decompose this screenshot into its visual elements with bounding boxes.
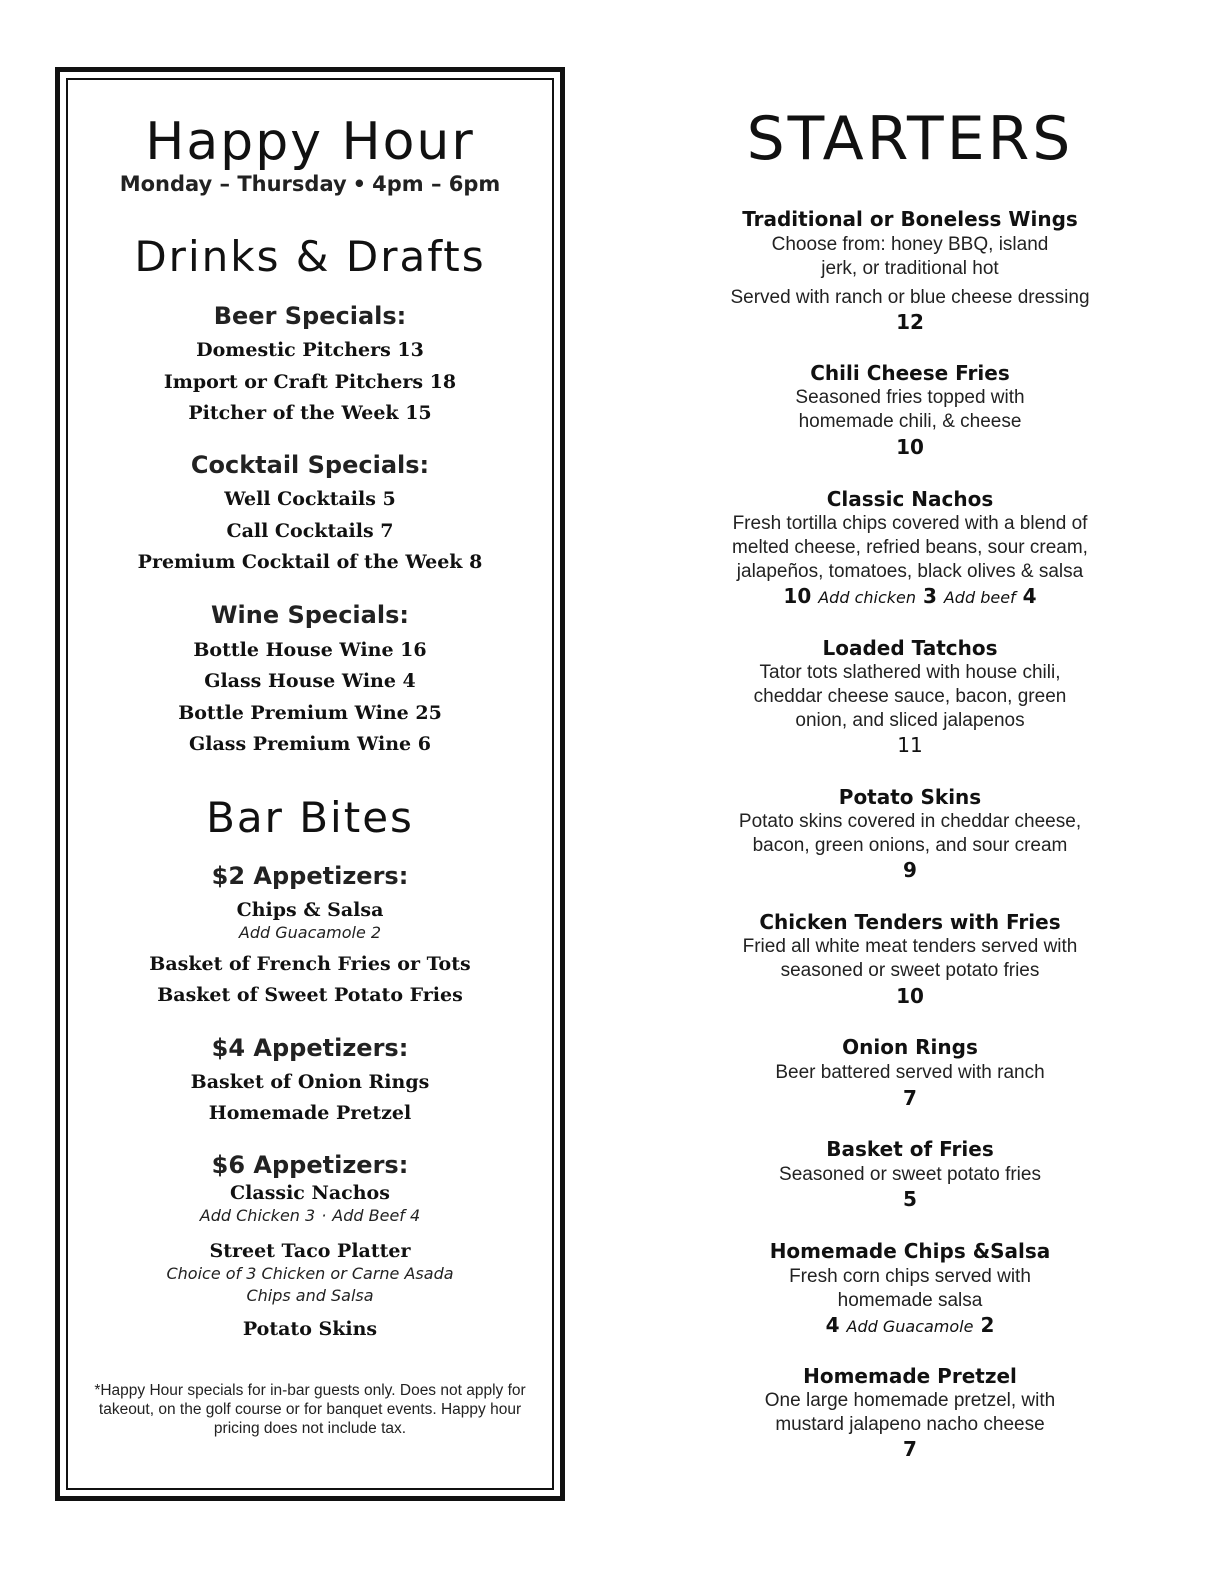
- menu-item-name: Potato Skins: [838, 785, 982, 809]
- wine-item: Glass Premium Wine 6: [189, 733, 431, 755]
- addon-price: 3: [922, 584, 937, 608]
- menu-item-price: 12: [896, 310, 924, 334]
- wine-item: Bottle House Wine 16: [193, 639, 427, 661]
- menu-item-desc: seasoned or sweet potato fries: [780, 960, 1040, 981]
- beer-item: Pitcher of the Week 15: [188, 402, 432, 424]
- addon-price: 4: [1022, 584, 1037, 608]
- street-taco-item: Street Taco Platter: [209, 1240, 411, 1262]
- fries-tots-item: Basket of French Fries or Tots: [149, 953, 471, 975]
- menu-item-name: Traditional or Boneless Wings: [742, 207, 1078, 231]
- separator-dot: ·: [321, 1206, 327, 1225]
- menu-item-desc: jalapeños, tomatoes, black olives & salsa: [736, 561, 1084, 582]
- menu-item-price: 7: [903, 1437, 917, 1461]
- menu-item-desc: Seasoned fries topped with: [795, 387, 1025, 408]
- addon-price: 2: [980, 1313, 995, 1337]
- happy-hour-title: Happy Hour: [145, 112, 475, 172]
- menu-item-name: Basket of Fries: [826, 1137, 994, 1161]
- menu-item-name: Homemade Pretzel: [803, 1364, 1017, 1388]
- menu-item-desc: Potato skins covered in cheddar cheese,: [738, 811, 1082, 832]
- bar-bites-title: Bar Bites: [206, 793, 414, 842]
- menu-item-desc: Choose from: honey BBQ, island: [771, 234, 1049, 255]
- sweet-potato-fries-item: Basket of Sweet Potato Fries: [157, 984, 463, 1006]
- menu-item-price: 10: [783, 584, 812, 608]
- six-dollar-heading: $6 Appetizers:: [211, 1151, 409, 1179]
- menu-item-price: 9: [903, 858, 917, 882]
- classic-nachos-item: Classic Nachos: [230, 1182, 390, 1204]
- wine-item: Glass House Wine 4: [204, 670, 416, 692]
- wine-item: Bottle Premium Wine 25: [178, 702, 442, 724]
- menu-item-desc: Beer battered served with ranch: [775, 1062, 1045, 1083]
- menu-item-name: Chili Cheese Fries: [810, 361, 1010, 385]
- separator-dot: •: [352, 172, 367, 196]
- add-chicken-note: Add Chicken 3: [199, 1206, 316, 1225]
- pretzel-item: Homemade Pretzel: [208, 1102, 412, 1124]
- menu-item-desc: bacon, green onions, and sour cream: [752, 835, 1068, 856]
- menu-item-desc: Tator tots slathered with house chili,: [759, 662, 1061, 683]
- menu-item-price: 5: [903, 1187, 917, 1211]
- menu-item-desc: Fresh corn chips served with: [789, 1266, 1031, 1287]
- menu-item-desc: homemade chili, & cheese: [798, 411, 1022, 432]
- beer-specials-heading: Beer Specials:: [213, 302, 407, 330]
- menu-item-desc: Served with ranch or blue cheese dressing: [730, 287, 1090, 308]
- drinks-section-title: Drinks & Drafts: [134, 232, 486, 281]
- menu-item-desc: cheddar cheese sauce, bacon, green: [753, 686, 1067, 707]
- classic-nachos-note: [55, 1206, 565, 1225]
- wine-specials-heading: Wine Specials:: [211, 601, 409, 629]
- menu-item-name: Classic Nachos: [826, 487, 994, 511]
- menu-item-price: 7: [903, 1086, 917, 1110]
- menu-item-price: 11: [897, 733, 923, 757]
- menu-item-price: 10: [896, 435, 924, 459]
- two-dollar-heading: $2 Appetizers:: [211, 862, 409, 890]
- four-dollar-heading: $4 Appetizers:: [211, 1034, 409, 1062]
- cocktail-item: Call Cocktails 7: [226, 520, 394, 542]
- happy-hour-time: 4pm – 6pm: [372, 172, 501, 196]
- menu-item-desc: Seasoned or sweet potato fries: [779, 1164, 1041, 1185]
- add-beef-note: Add Beef 4: [332, 1206, 421, 1225]
- chips-salsa-item: Chips & Salsa: [236, 899, 384, 921]
- cocktail-item: Well Cocktails 5: [224, 488, 396, 510]
- starters-title: STARTERS: [746, 104, 1074, 174]
- menu-item-price-line: [690, 1313, 1130, 1337]
- menu-item-desc: onion, and sliced jalapenos: [795, 710, 1025, 731]
- menu-item-desc: Fried all white meat tenders served with: [742, 936, 1078, 957]
- menu-item-desc: Fresh tortilla chips covered with a blend of: [732, 513, 1088, 534]
- onion-rings-item: Basket of Onion Rings: [190, 1071, 430, 1093]
- street-taco-note: Choice of 3 Chicken or Carne Asada: [166, 1264, 454, 1283]
- menu-item-price: 10: [896, 984, 924, 1008]
- menu-item-desc: melted cheese, refried beans, sour cream,: [732, 537, 1088, 558]
- menu-item-name: Onion Rings: [842, 1035, 978, 1059]
- street-taco-note: Chips and Salsa: [246, 1286, 374, 1305]
- addon-label: Add Guacamole: [846, 1317, 974, 1336]
- chips-salsa-note: Add Guacamole 2: [238, 923, 382, 942]
- cocktail-item: Premium Cocktail of the Week 8: [137, 551, 483, 573]
- menu-item-name: Loaded Tatchos: [822, 636, 998, 660]
- happy-hour-schedule: [55, 172, 565, 196]
- happy-hour-days: Monday – Thursday: [119, 172, 347, 196]
- menu-item-desc: homemade salsa: [837, 1290, 983, 1311]
- cocktail-specials-heading: Cocktail Specials:: [190, 451, 430, 479]
- beer-item: Domestic Pitchers 13: [196, 339, 424, 361]
- menu-item-desc: One large homemade pretzel, with: [764, 1390, 1056, 1411]
- addon-label: Add chicken: [818, 588, 916, 607]
- potato-skins-item: Potato Skins: [242, 1318, 378, 1340]
- beer-item: Import or Craft Pitchers 18: [163, 371, 457, 393]
- happy-hour-footnote: *Happy Hour specials for in-bar guests only. Does not apply for takeout, on the golf course or for banquet events. Happy hour pricing does not include tax.: [94, 1382, 526, 1437]
- menu-item-name: Chicken Tenders with Fries: [759, 910, 1061, 934]
- menu-item-price-line: [690, 584, 1130, 608]
- menu-item-name: Homemade Chips &Salsa: [769, 1239, 1051, 1263]
- menu-item-price: 4: [825, 1313, 840, 1337]
- addon-label: Add beef: [943, 588, 1016, 607]
- menu-item-desc: mustard jalapeno nacho cheese: [775, 1414, 1045, 1435]
- menu-item-desc: jerk, or traditional hot: [821, 258, 999, 279]
